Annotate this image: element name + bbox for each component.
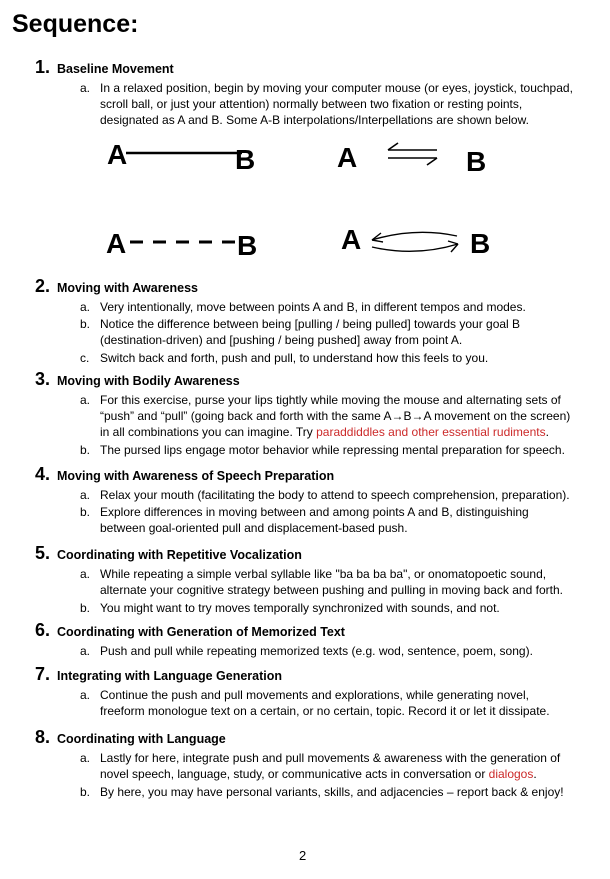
section-number: 3. [35, 369, 51, 389]
item-line-with-highlight [100, 766, 598, 782]
item-text [100, 80, 598, 128]
page-number: 2 [299, 848, 307, 863]
section-number: 1. [35, 57, 51, 77]
list-item [80, 750, 600, 782]
section-number: 5. [35, 543, 51, 563]
interpolation-diagrams [0, 0, 610, 290]
item-line: scroll ball, or just your attention) normally between two fixation or resting points, [100, 97, 523, 111]
item-line: Lastly for here, integrate push and pull movements & awareness with the generation of [100, 751, 561, 765]
item-text [100, 392, 598, 440]
item-line: Switch back and forth, push and pull, to understand how this feels to you. [100, 350, 489, 365]
item-line: By here, you may have personal variants, skills, and adjacencies – report back & enjoy! [100, 784, 564, 799]
item-line: Very intentionally, move between points A and B, in different tempos and modes. [100, 300, 526, 314]
item-line: “push” and “pull” (going back and forth with the same A→B→A movement on the screen) [100, 409, 571, 423]
item-marker: b. [80, 443, 91, 457]
item-marker: a. [80, 644, 91, 658]
item-marker: b. [80, 317, 91, 331]
section-number: 7. [35, 664, 51, 684]
item-marker: a. [80, 567, 91, 581]
item-text [100, 566, 598, 598]
item-text [100, 442, 598, 458]
item-line: alternate your cognitive strategy between pushing and pulling in moving back and forth. [100, 583, 563, 597]
item-marker: a. [80, 300, 91, 314]
section-title: Moving with Bodily Awareness [57, 374, 240, 388]
right-harpoon-icon [388, 158, 437, 165]
highlighted-link-text[interactable]: dialogos [488, 767, 534, 781]
item-line-text: . [545, 425, 549, 439]
solid-line-diagram [107, 139, 255, 175]
item-text [100, 687, 598, 719]
section-number: 8. [35, 727, 51, 747]
section-title: Moving with Awareness [57, 281, 199, 295]
item-marker: b. [80, 505, 91, 519]
list-item [80, 442, 600, 458]
pull-arrow-icon [372, 232, 457, 242]
item-line: The pursed lips engage motor behavior while repressing mental preparation for speech. [100, 443, 565, 457]
list-item [80, 600, 600, 616]
item-line: For this exercise, purse your lips tightly while moving the mouse and alternating sets of [100, 393, 561, 407]
list-item [80, 350, 600, 366]
item-line: In a relaxed position, begin by moving your computer mouse (or eyes, joystick, touchpad, [100, 81, 573, 95]
item-marker: a. [80, 393, 91, 407]
item-line: While repeating a simple verbal syllable like "ba ba ba ba", or onomatopoetic sound, [100, 567, 547, 581]
item-marker: b. [80, 784, 91, 799]
item-marker: a. [80, 751, 91, 765]
item-line: freeform monologue text on a certain, or no certain, topic. Record it or let it dissipate. [100, 704, 550, 718]
section-number: 4. [35, 464, 51, 484]
section-title: Coordinating with Generation of Memorized Text [57, 625, 345, 639]
list-item [80, 687, 600, 719]
item-line-with-highlight [100, 424, 598, 440]
section-title: Integrating with Language Generation [57, 669, 283, 683]
harpoon-arrows-diagram [337, 142, 486, 177]
list-item [80, 392, 600, 440]
left-harpoon-icon [388, 143, 437, 150]
item-line: Relax your mouth (facilitating the body to attend to speech comprehension, preparation). [100, 488, 570, 502]
bow-label-a: A [341, 224, 362, 255]
section-number: 6. [35, 620, 51, 640]
list-item [80, 643, 600, 659]
item-line: Explore differences in moving between and among points A and B, distinguishing [100, 505, 529, 519]
section-title: Coordinating with Language [57, 732, 226, 746]
item-line-text: novel speech, language, study, or communicative acts in conversation or [100, 767, 489, 781]
item-text [100, 350, 598, 366]
harpoon-label-a: A [337, 142, 358, 173]
list-item [80, 80, 600, 128]
section-title: Coordinating with Repetitive Vocalization [57, 548, 302, 562]
dashed-line-diagram [106, 228, 257, 261]
harpoon-label-b: B [466, 146, 487, 177]
item-text [100, 600, 598, 616]
list-item [80, 504, 600, 536]
item-text [100, 750, 598, 782]
item-marker: b. [80, 600, 91, 615]
item-text [100, 316, 598, 348]
item-marker: a. [80, 688, 91, 702]
list-item [80, 487, 600, 503]
item-marker: a. [80, 81, 91, 95]
item-text [100, 784, 598, 800]
bowed-arrows-diagram [341, 224, 490, 259]
page-title: Sequence: [12, 10, 139, 38]
solid-label-a: A [107, 139, 128, 170]
section-number: 2. [35, 276, 51, 296]
item-text [100, 299, 598, 315]
dashed-label-a: A [106, 228, 127, 259]
item-text [100, 487, 598, 503]
section-title: Baseline Movement [57, 62, 174, 76]
item-line: You might want to try moves temporally synchronized with sounds, and not. [100, 600, 500, 615]
item-line: (destination-driven) and [pushing / being pushed] away from point A. [100, 333, 463, 347]
item-line: designated as A and B. Some A-B interpolations/Interpellations are shown below. [100, 113, 529, 127]
bow-label-b: B [470, 228, 491, 259]
item-line-text: in all combinations you can imagine. Try [100, 425, 317, 439]
list-item [80, 316, 600, 348]
item-text [100, 504, 598, 536]
item-line: Continue the push and pull movements and explorations, while generating novel, [100, 688, 529, 702]
list-item [80, 784, 600, 800]
item-marker: c. [80, 350, 90, 365]
highlighted-link-text[interactable]: paraddiddles and other essential rudiments [316, 425, 546, 439]
push-arrow-icon [372, 241, 458, 252]
item-line: Push and pull while repeating memorized texts (e.g. wod, sentence, poem, song). [100, 644, 533, 658]
item-marker: a. [80, 488, 91, 502]
item-line-text: . [533, 767, 537, 781]
section-title: Moving with Awareness of Speech Preparation [57, 469, 335, 483]
item-line: Notice the difference between being [pulling / being pulled] towards your goal B [100, 317, 521, 331]
item-text [100, 643, 598, 659]
solid-label-b: B [235, 144, 256, 175]
item-line: between goal-oriented pull and displacement-based push. [100, 521, 408, 535]
list-item [80, 566, 600, 598]
list-item [80, 299, 600, 315]
dashed-label-b: B [237, 230, 258, 261]
